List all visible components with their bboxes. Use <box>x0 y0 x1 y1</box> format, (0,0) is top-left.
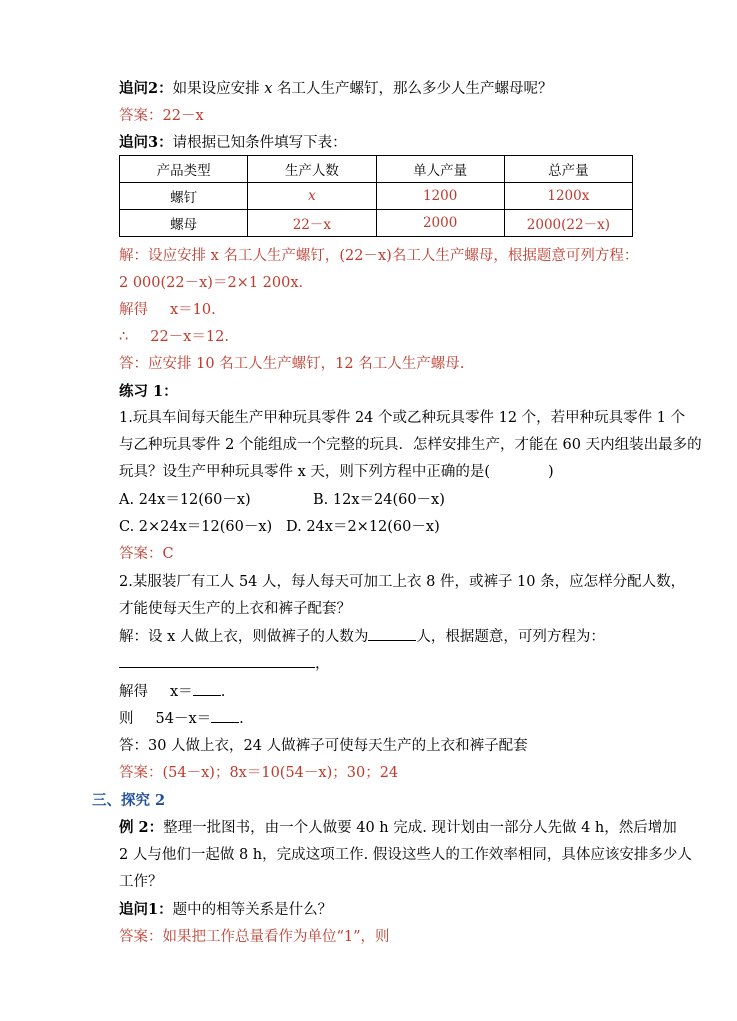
question-2-text-a: 如果设应安排 <box>172 81 260 97</box>
solve-line <box>119 680 225 701</box>
example-text-1: 整理一批图书，由一个人做要 40 h 完成. 现计划由一部分人先做 4 h，然后增加 <box>163 820 677 836</box>
solve-label: 解得 <box>119 684 148 700</box>
therefore-symbol: ∴ <box>119 329 129 345</box>
section-number: 三、 <box>92 792 121 809</box>
practice-2-answer <box>119 761 398 782</box>
then-var: 54－x＝ <box>155 711 212 727</box>
example-2-line-1 <box>119 816 677 837</box>
section-title: 探究 2 <box>121 792 166 809</box>
equation-blank-line <box>119 652 330 673</box>
question-2-label: 追问2： <box>119 80 173 97</box>
table-cell: 螺钉 <box>120 183 248 210</box>
fill-blank <box>119 666 315 668</box>
table-header-cell: 单人产量 <box>376 156 504 183</box>
solution-line-4 <box>119 325 229 346</box>
then-line <box>119 707 244 728</box>
therefore-value: 22－x＝12. <box>150 329 229 345</box>
table-row <box>120 210 633 237</box>
comma: ， <box>315 656 330 672</box>
table-cell: 1200x <box>504 183 632 210</box>
solve-value: x＝10. <box>170 302 216 318</box>
option-d: D. 24x＝2×12(60－x) <box>286 519 440 535</box>
table-header-cell: 产品类型 <box>120 156 248 183</box>
then-end: . <box>239 711 244 727</box>
question-label: 追问1： <box>119 901 173 918</box>
then-label: 则 <box>119 711 134 727</box>
practice-2-solution <box>119 625 605 646</box>
question-2-answer <box>119 104 204 125</box>
table-cell: 22－x <box>248 210 376 237</box>
answer-label: 答案： <box>119 108 163 124</box>
solution-line-2: 2 000(22－x)＝2×1 200x． <box>119 275 314 291</box>
answer-value: (54－x)；8x＝10(54－x)；30；24 <box>162 765 399 781</box>
practice-2-line-2: 才能使每天生产的上衣和裤子配套？ <box>119 601 351 617</box>
example-2-answer <box>119 925 390 946</box>
table-cell: 螺母 <box>120 210 248 237</box>
answer-label: 答案： <box>119 765 163 781</box>
practice-2-line-1: 2.某服装厂有工人 54 人，每人每天可加工上衣 8 件，或裤子 10 条，应怎样分配人数， <box>119 574 686 590</box>
answer-value: C <box>162 546 174 562</box>
option-a: A. 24x＝12(60－x) <box>119 492 251 508</box>
question-text: 题中的相等关系是什么？ <box>172 902 333 918</box>
table-row <box>120 183 633 210</box>
fill-blank <box>193 694 221 696</box>
question-3-text: 请根据已知条件填写下表： <box>172 135 347 151</box>
example-2-line-3: 工作？ <box>119 874 163 890</box>
solve-end: . <box>220 684 226 700</box>
answer-value: 22－x <box>162 108 204 124</box>
table-cell: 2000(22－x) <box>504 210 632 237</box>
example-label: 例 2： <box>119 819 164 836</box>
answer-label: 答案： <box>119 546 163 562</box>
solution-text-b: 人，根据题意，可列方程为： <box>416 629 605 645</box>
practice-1-line-3: 玩具？设生产甲种玩具零件 x 天，则下列方程中正确的是( ) <box>119 464 554 480</box>
practice-1-line-1: 1.玩具车间每天能生产甲种玩具零件 24 个或乙种玩具零件 12 个，若甲种玩具零件 1 个 <box>119 410 686 426</box>
solution-text-a: 解：设 x 人做上衣，则做裤子的人数为 <box>119 629 369 645</box>
fill-blank <box>211 721 239 723</box>
example-2-question-1 <box>119 898 332 919</box>
fill-blank <box>368 639 416 641</box>
option-b: B. 12x＝24(60－x) <box>313 492 445 508</box>
answer-text: 如果把工作总量看作为单位“1”，则 <box>162 929 390 945</box>
question-2-line <box>119 77 553 98</box>
practice-1-answer <box>119 542 174 563</box>
solution-line-5: 答：应安排 10 名工人生产螺钉，12 名工人生产螺母. <box>119 356 465 372</box>
question-2-text-b: 名工人生产螺钉，那么多少人生产螺母呢？ <box>277 81 553 97</box>
product-table <box>119 155 633 237</box>
table-header-cell: 生产人数 <box>248 156 376 183</box>
solve-var: x＝ <box>170 684 193 700</box>
practice-2-answer-text: 答：30 人做上衣，24 人做裤子可使每天生产的上衣和裤子配套 <box>119 738 528 754</box>
section-heading <box>92 789 165 810</box>
table-header-cell: 总产量 <box>504 156 632 183</box>
option-c: C. 2×24x＝12(60－x) <box>119 519 273 535</box>
practice-1-line-2: 与乙种玩具零件 2 个能组成一个完整的玩具．怎样安排生产，才能在 60 天内组装出最多的 <box>119 437 702 453</box>
table-cell: 2000 <box>376 210 504 237</box>
practice-title: 练习 1： <box>119 383 178 400</box>
question-2-var: x <box>264 81 273 97</box>
solve-label: 解得 <box>119 302 148 318</box>
answer-label: 答案： <box>119 929 163 945</box>
example-2-line-2: 2 人与他们一起做 8 h，完成这项工作. 假设这些人的工作效率相同，具体应该安排多少人 <box>119 847 692 863</box>
question-3-line <box>119 131 347 152</box>
table-header-row <box>120 156 633 183</box>
table-cell: 1200 <box>376 183 504 210</box>
question-3-label: 追问3： <box>119 134 173 151</box>
solution-line-1: 解：设应安排 x 名工人生产螺钉，(22－x)名工人生产螺母，根据题意可列方程： <box>119 248 639 264</box>
solution-line-3 <box>119 298 216 319</box>
table-cell: x <box>248 183 376 210</box>
